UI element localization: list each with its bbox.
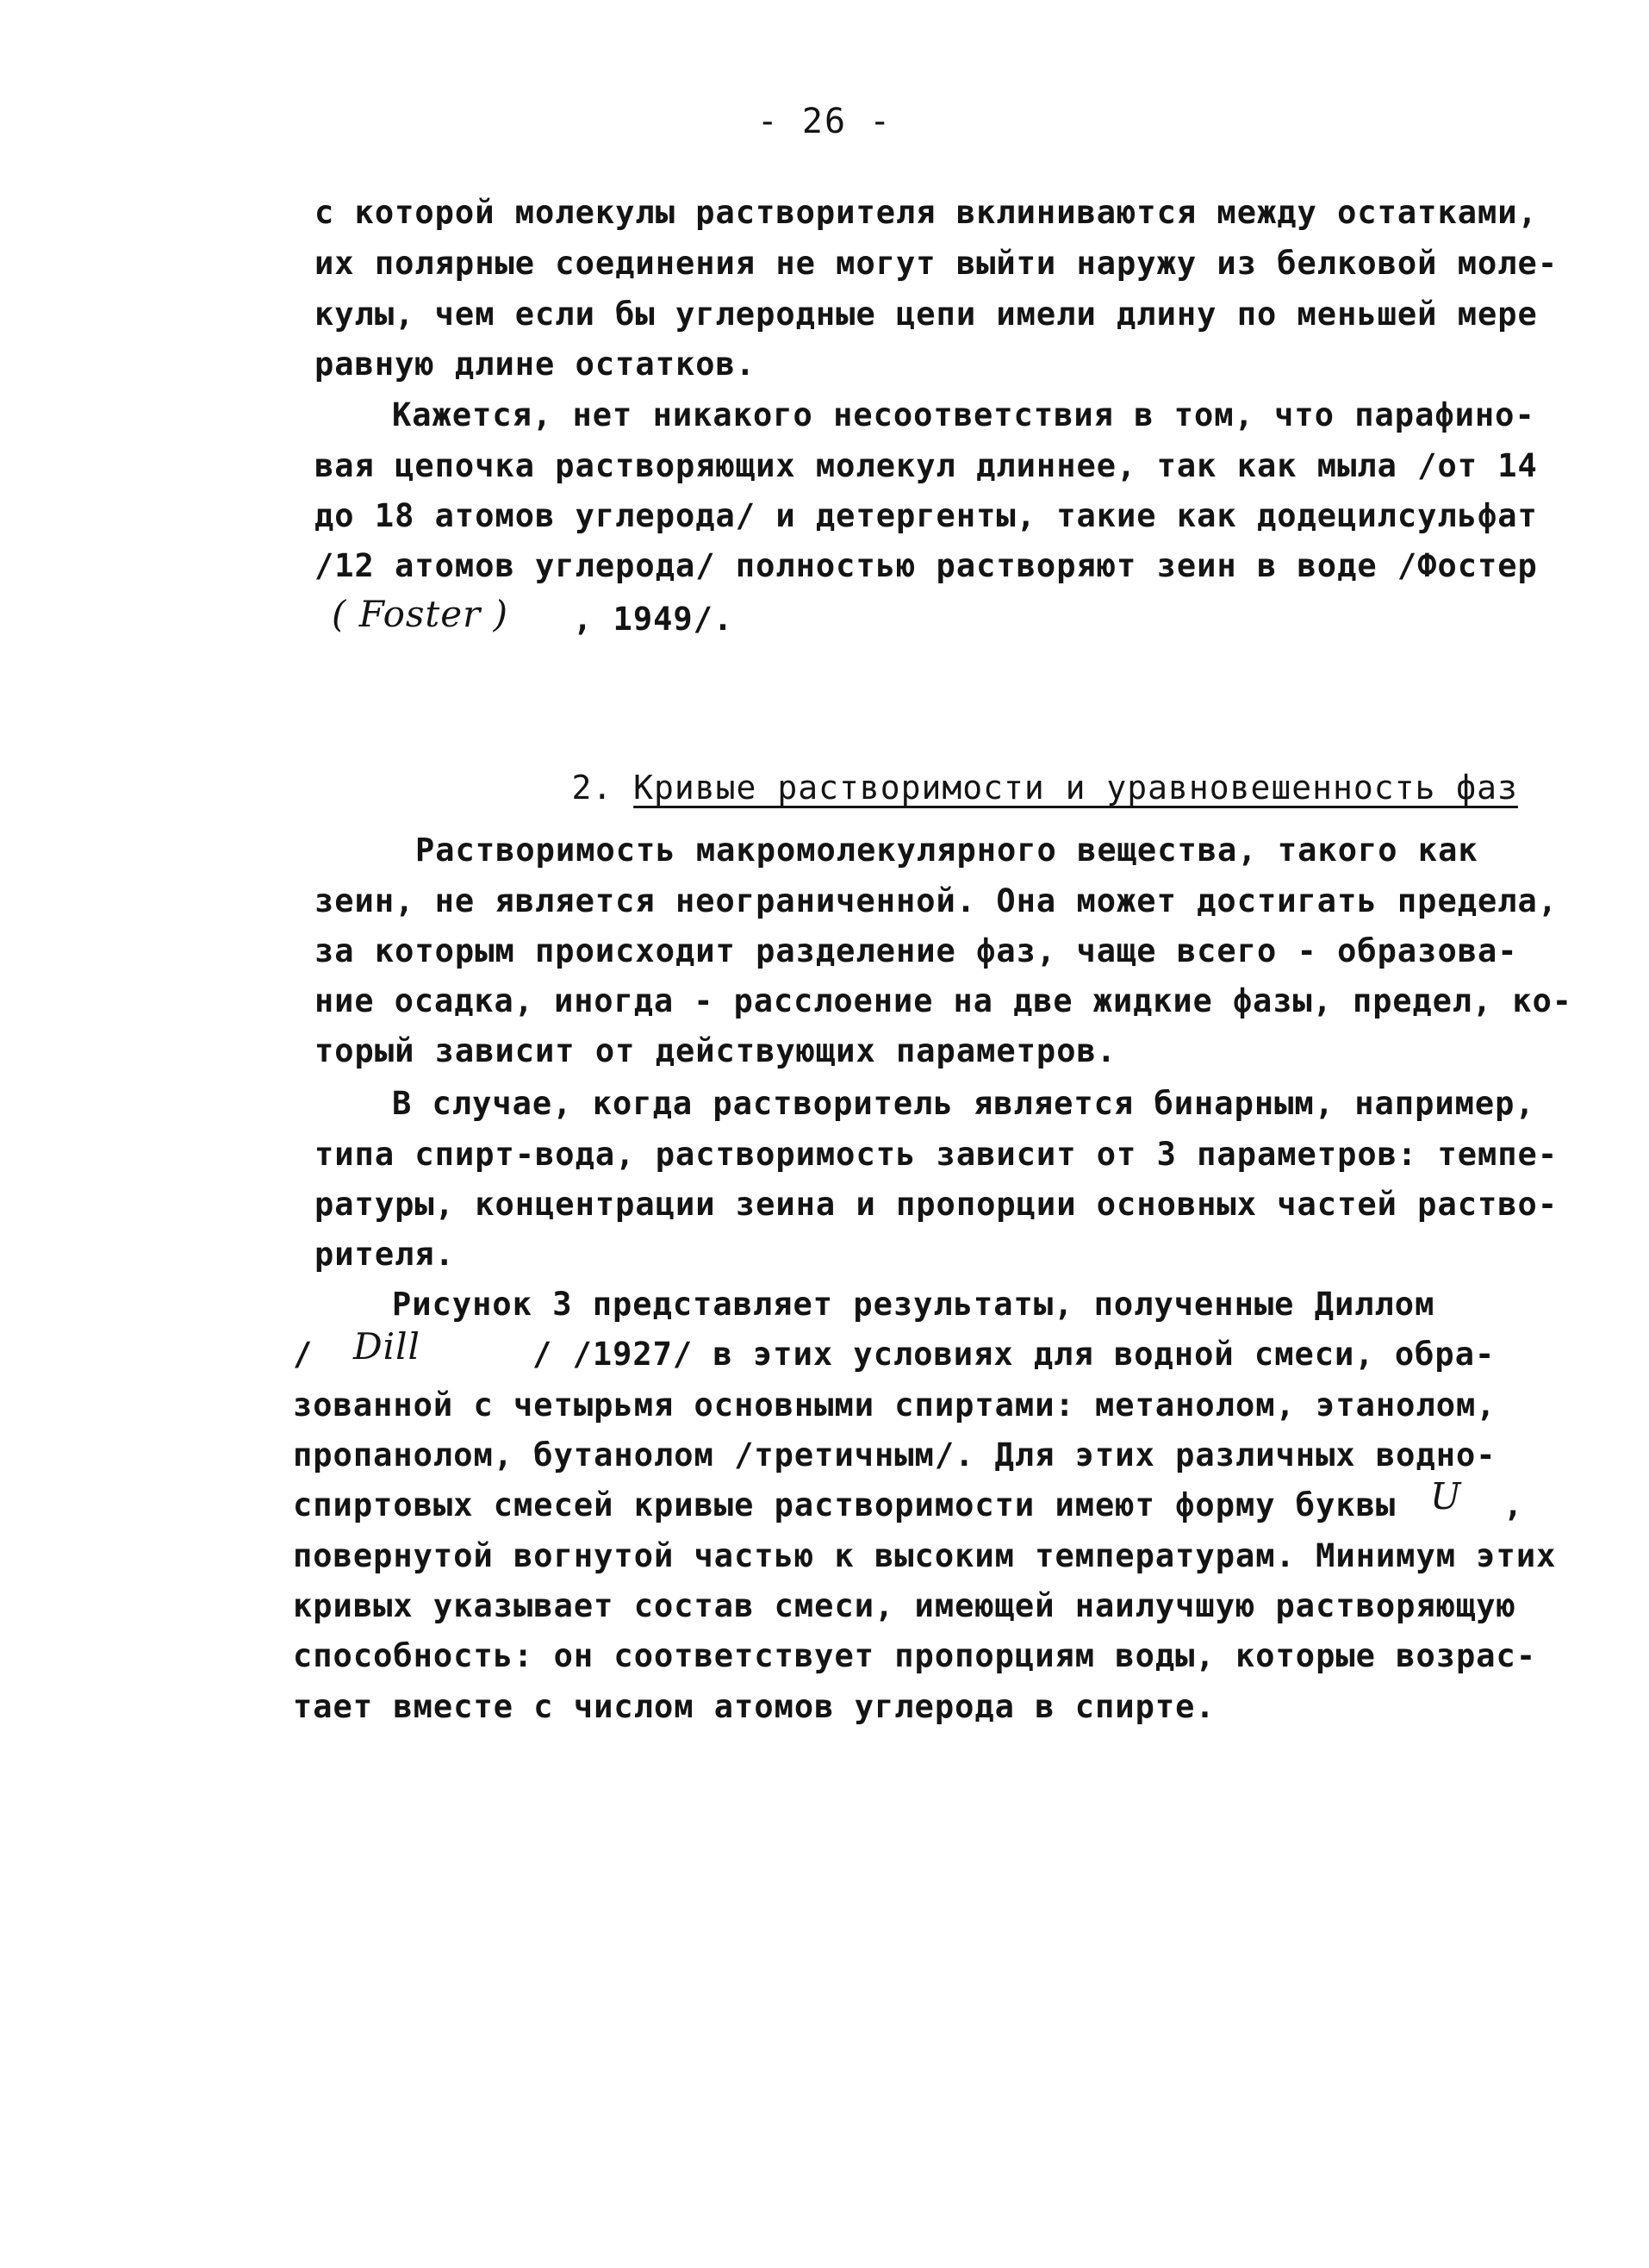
text-line: за которым происходит разделение фаз, чаще всего - образова- — [314, 932, 1518, 969]
text-line: повернутой вогнутой частью к высоким температурам. Минимум этих — [293, 1537, 1557, 1574]
handwritten-letter: U — [1430, 1475, 1462, 1517]
text-line: зованной с четырьмя основными спиртами: метанолом, этанолом, — [293, 1386, 1497, 1424]
text-line: , 1949/. — [573, 601, 734, 638]
section-title: Кривые растворимости и уравновешенность фаз — [633, 769, 1518, 807]
handwritten-reference: Dill — [353, 1325, 420, 1368]
text-line: типа спирт-вода, растворимость зависит от 3 параметров: темпе- — [314, 1136, 1559, 1173]
text-line: способность: он соответствует пропорциям воды, которые возрас- — [293, 1637, 1537, 1674]
section-heading — [489, 731, 1518, 844]
text-line: Кажется, нет никакого несоответствия в том, что парафино- — [392, 396, 1535, 433]
text-line: равную длине остатков. — [314, 346, 756, 383]
text-line: их полярные соединения не могут выйти наружу из белковой моле- — [314, 245, 1559, 282]
text-line: кулы, чем если бы углеродные цепи имели длину по меньшей мере — [314, 296, 1538, 333]
text-line: Рисунок 3 представляет результаты, полученные Диллом — [392, 1286, 1435, 1323]
text-line: тает вместе с числом атомов углерода в спирте. — [293, 1688, 1216, 1725]
text-line: с которой молекулы растворителя вклиниваются между остатками, — [314, 194, 1538, 231]
text-line: кривых указывает состав смеси, имеющей наилучшую растворяющую — [293, 1587, 1516, 1624]
text-line: пропанолом, бутанолом /третичным/. Для этих различных водно- — [293, 1436, 1497, 1474]
text-line: спиртовых смесей кривые растворимости имеют форму буквы — [293, 1486, 1397, 1523]
page-number: - 26 - — [756, 102, 893, 141]
text-line: вая цепочка растворяющих молекул длиннее, так как мыла /от 14 — [314, 447, 1538, 484]
text-line: Растворимость макромолекулярного вещества, такого как — [415, 832, 1478, 869]
text-line: В случае, когда растворитель является бинарным, например, — [392, 1085, 1535, 1122]
section-number: 2. — [571, 769, 613, 807]
text-line: зеин, не является неограниченной. Она может достигать предела, — [314, 882, 1559, 919]
text-line: торый зависит от действующих параметров. — [314, 1032, 1117, 1069]
text-line: / /1927/ в этих условиях для водной смеси, обра- — [532, 1336, 1496, 1373]
text-line: / — [293, 1336, 314, 1373]
text-line: рителя. — [314, 1236, 455, 1273]
text-line: , — [1503, 1486, 1524, 1523]
text-line: до 18 атомов углерода/ и детергенты, такие как додецилсульфат — [314, 497, 1538, 534]
text-line: ратуры, концентрации зеина и пропорции основных частей раство- — [314, 1186, 1559, 1223]
text-line: /12 атомов углерода/ полностью растворяют зеин в воде /Фостер — [314, 547, 1538, 584]
handwritten-reference: ( Foster ) — [332, 593, 508, 635]
text-line: ние осадка, иногда - расслоение на две жидкие фазы, предел, ко- — [314, 982, 1572, 1019]
